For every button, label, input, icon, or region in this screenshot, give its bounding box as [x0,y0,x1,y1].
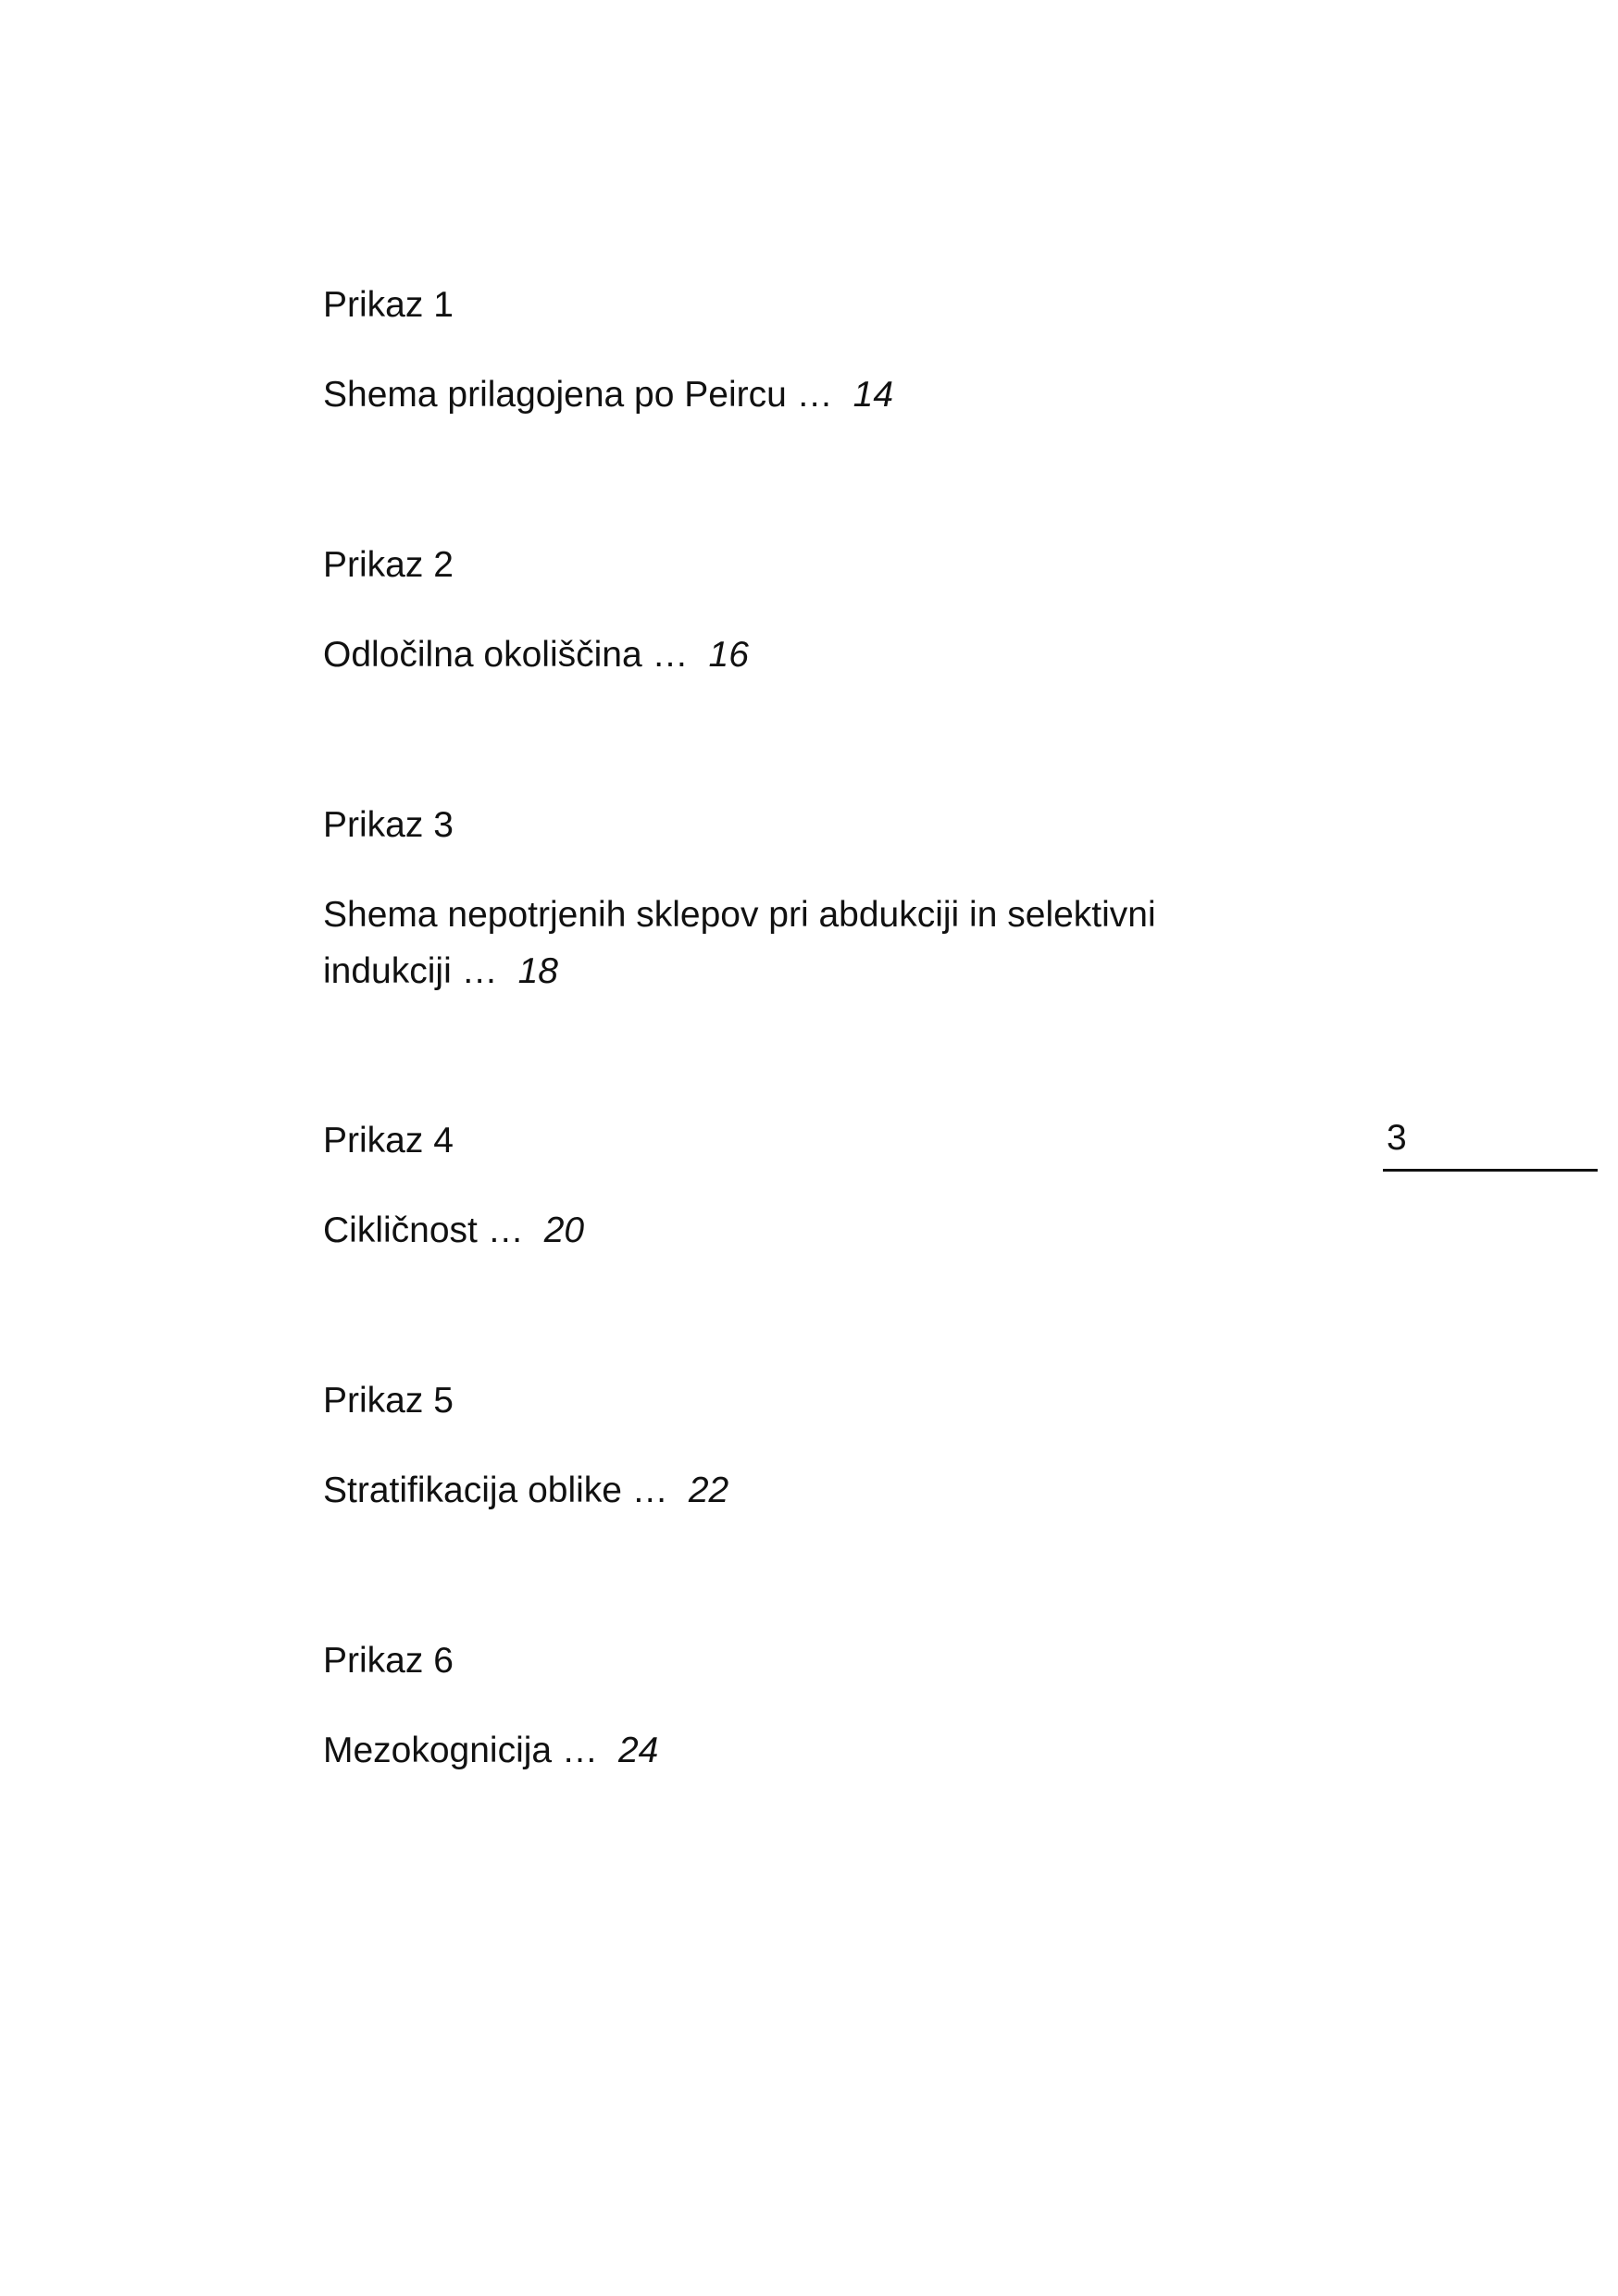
entry-title [323,1202,1286,1259]
entry-title-text: Mezokognicija … [323,1731,598,1770]
entry-label: Prikaz 2 [323,545,454,585]
entry-title [323,627,1286,683]
entry-label: Prikaz 4 [323,1121,454,1160]
entry-title-text: Odločilna okoliščina … [323,635,689,675]
entry-page-ref: 20 [543,1210,585,1250]
list-item [323,1119,1286,1259]
entry-title [323,1462,1286,1519]
entry-page-ref: 16 [708,635,749,675]
list-item [323,543,1286,683]
list-item [323,1379,1286,1519]
entry-title-text: Shema prilagojena po Peircu … [323,375,833,415]
entry-page-ref: 22 [688,1471,729,1510]
list-item [323,283,1286,423]
entry-title [323,1722,1286,1779]
entry-title-text: Shema nepotrjenih sklepov pri abdukciji in selektivni indukciji … [323,895,1156,991]
entry-title-text: Cikličnost … [323,1210,524,1250]
list-item [323,803,1286,999]
entry-title [323,366,1286,423]
entry-label: Prikaz 5 [323,1381,454,1421]
entry-page-ref: 24 [617,1731,659,1770]
entry-label: Prikaz 1 [323,285,454,325]
entry-page-ref: 14 [853,375,894,415]
entry-title-text: Stratifikacija oblike … [323,1471,668,1510]
entry-label: Prikaz 6 [323,1641,454,1681]
entry-title [323,887,1286,999]
page-number-rule [1383,1169,1598,1172]
entry-page-ref: 18 [517,951,558,991]
list-item [323,1639,1286,1779]
entry-label: Prikaz 3 [323,805,454,845]
page-number: 3 [1387,1118,1407,1158]
